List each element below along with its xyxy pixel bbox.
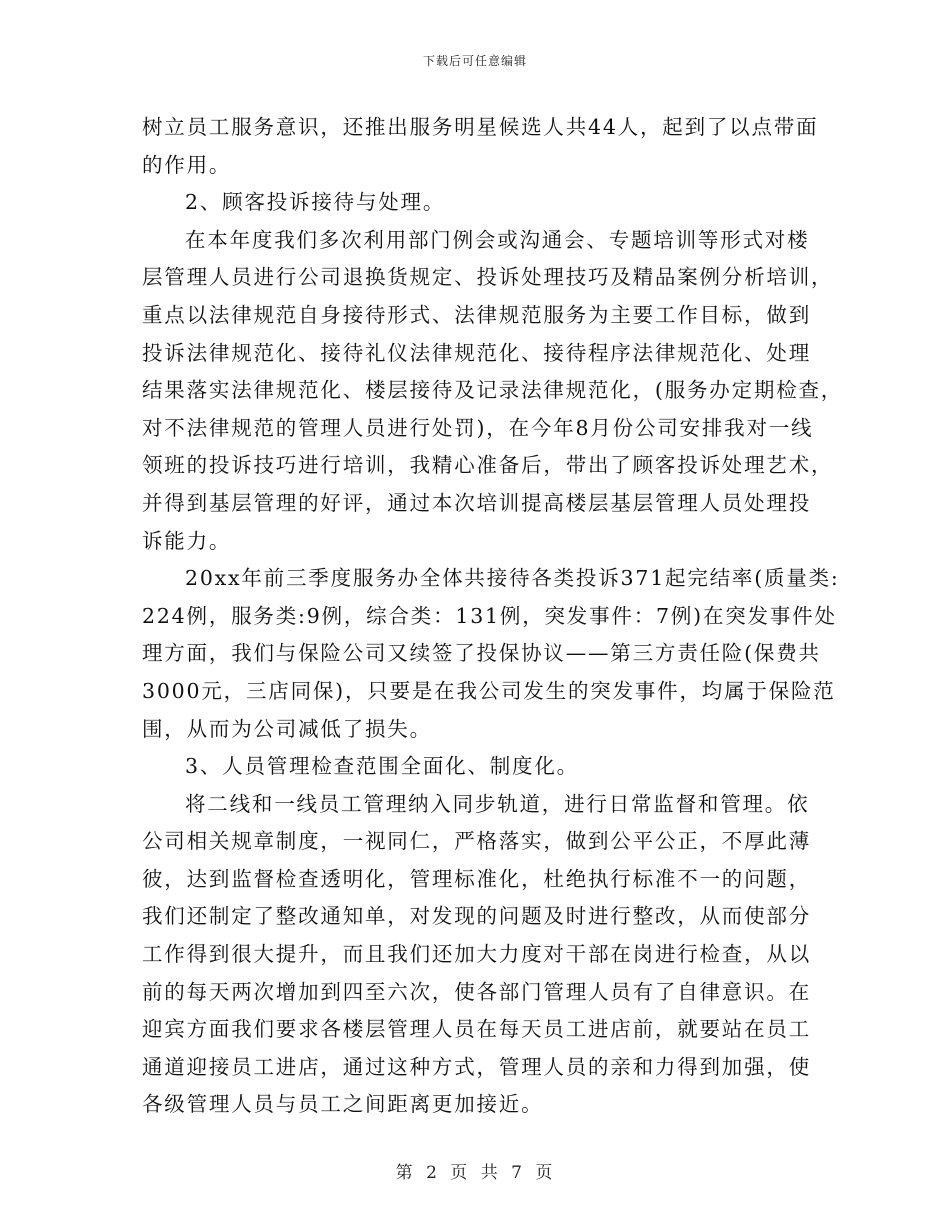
text-line: 224例，服务类:9例，综合类：131例，突发事件：7例)在突发事件处 (142, 603, 837, 628)
text-line: 层管理人员进行公司退换货规定、投诉处理技巧及精品案例分析培训， (142, 265, 834, 290)
text-line: 公司相关规章制度，一视同仁，严格落实，做到公平公正，不厚此薄 (142, 829, 811, 854)
text-line: 结果落实法律规范化、楼层接待及记录法律规范化，(服务办定期检查， (142, 378, 844, 403)
text-line: 迎宾方面我们要求各楼层管理人员在每天员工进店前，就要站在员工 (142, 1017, 811, 1042)
text-line: 重点以法律规范自身接待形式、法律规范服务为主要工作目标，做到 (142, 302, 811, 327)
text-line: 投诉法律规范化、接待礼仪法律规范化、接待程序法律规范化、处理 (142, 340, 811, 365)
paragraph-start: 在本年度我们多次利用部门例会或沟通会、专题培训等形式对楼 (185, 227, 810, 252)
text-line: 并得到基层管理的好评，通过本次培训提高楼层基层管理人员处理投 (142, 490, 811, 515)
text-line: 对不法律规范的管理人员进行处罚)，在今年8月份公司安排我对一线 (142, 415, 814, 440)
section-heading: 3、人员管理检查范围全面化、制度化。 (185, 754, 579, 779)
document-body (142, 109, 844, 1124)
text-line: 3000元，三店同保)，只要是在我公司发生的突发事件，均属于保险范 (142, 678, 836, 703)
page-header: 下载后可任意编辑 (422, 54, 527, 68)
paragraph-start: 将二线和一线员工管理纳入同步轨道，进行日常监督和管理。依 (185, 791, 810, 816)
text-line: 我们还制定了整改通知单，对发现的问题及时进行整改，从而使部分 (142, 904, 811, 929)
text-line: 通道迎接员工进店，通过这种方式，管理人员的亲和力得到加强，使 (142, 1054, 811, 1079)
paragraph-start: 20xx年前三季度服务办全体共接待各类投诉371起完结率(质量类: (185, 566, 840, 591)
text-line: 各级管理人员与员工之间距离更加接近。 (142, 1092, 544, 1117)
text-line: 领班的投诉技巧进行培训，我精心准备后，带出了顾客投诉处理艺术， (142, 453, 834, 478)
text-line: 理方面，我们与保险公司又续签了投保协议——第三方责任险(保费共 (142, 641, 821, 666)
text-line: 诉能力。 (142, 528, 232, 553)
text-line: 工作得到很大提升，而且我们还加大力度对干部在岗进行检查，从以 (142, 942, 811, 967)
text-line: 的作用。 (142, 152, 232, 177)
text-line: 围，从而为公司减低了损失。 (142, 716, 432, 741)
text-line: 彼，达到监督检查透明化，管理标准化，杜绝执行标准不一的问题， (142, 866, 811, 891)
section-heading: 2、顾客投诉接待与处理。 (185, 190, 446, 215)
text-line: 树立员工服务意识，还推出服务明星候选人共44人，起到了以点带面 (142, 115, 819, 139)
page-footer: 第 2 页 共 7 页 (395, 1163, 555, 1183)
text-line: 前的每天两次增加到四至六次，使各部门管理人员有了自律意识。在 (142, 979, 811, 1004)
